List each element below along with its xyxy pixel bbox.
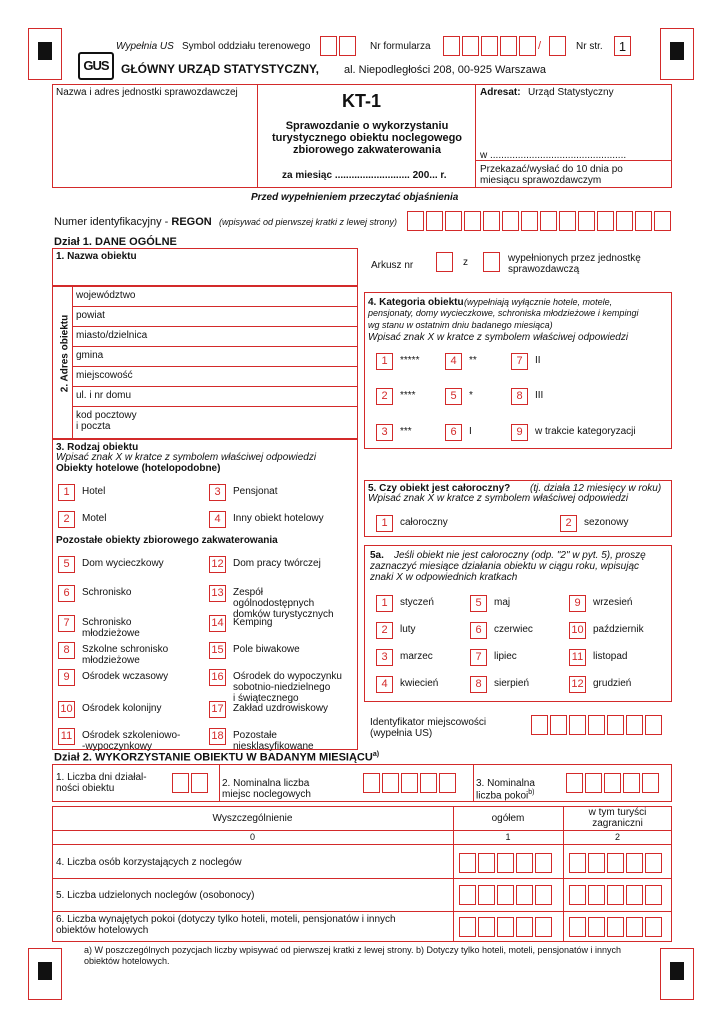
rooms-total-cell-4[interactable] — [516, 917, 533, 937]
address-field-input[interactable] — [160, 326, 356, 346]
month-option-label: grudzień — [593, 678, 632, 689]
q3-cell-2[interactable] — [585, 773, 602, 793]
office-symbol-cell-1[interactable] — [320, 36, 337, 56]
month-checkbox-5[interactable]: 5 — [470, 595, 487, 612]
nights-total-cell-5[interactable] — [535, 885, 552, 905]
category-option-label: * — [469, 390, 473, 401]
address-field-input[interactable] — [160, 366, 356, 386]
yearround-checkbox-2[interactable]: 2 — [560, 515, 577, 532]
regon-label: Numer identyfikacyjny - REGON — [54, 216, 212, 228]
form-no-slash: / — [538, 40, 542, 52]
locality-id-cell-5[interactable] — [607, 715, 624, 735]
address-vertical-label: 2. Adres obiektu — [59, 314, 71, 393]
q1-days-label: 1. Liczba dni działal- ności obiektu — [56, 772, 147, 794]
month-checkbox-11[interactable]: 11 — [569, 649, 586, 666]
unit-name-area[interactable] — [54, 100, 254, 186]
divider — [453, 806, 454, 942]
q2-cell-2[interactable] — [382, 773, 399, 793]
category-title: 4. Kategoria obiektu — [368, 297, 464, 308]
category-option-label: **** — [400, 390, 416, 401]
q2-cell-4[interactable] — [420, 773, 437, 793]
regon-cell-5[interactable] — [483, 211, 500, 231]
object-type-instruction: Wpisać znak X w kratce z symbolem właściwej odpowiedzi — [56, 452, 317, 463]
regon-cell-1[interactable] — [407, 211, 424, 231]
category-checkbox-3[interactable]: 3 — [376, 424, 393, 441]
q1-cell-2[interactable] — [191, 773, 208, 793]
regon-cell-12[interactable] — [616, 211, 633, 231]
category-checkbox-2[interactable]: 2 — [376, 388, 393, 405]
object-type-option-label: Ośrodek do wypoczynku sobotnio-niedzielnego i świątecznego — [233, 671, 342, 704]
month-option-label: styczeń — [400, 597, 434, 608]
object-type-checkbox-1[interactable]: 1 — [58, 484, 75, 501]
office-symbol-label: Symbol oddziału terenowego — [182, 41, 311, 52]
persons-total-cell-5[interactable] — [535, 853, 552, 873]
category-option-label: I — [469, 426, 472, 437]
alignment-marker-top-right — [670, 42, 684, 60]
object-name-label: 1. Nazwa obiektu — [56, 251, 137, 262]
address-field-label: ul. i nr domu — [76, 390, 132, 401]
category-option-label: w trakcie kategoryzacji — [535, 426, 636, 437]
divider — [72, 286, 73, 439]
address-field-label: powiat — [76, 310, 105, 321]
category-checkbox-8[interactable]: 8 — [511, 388, 528, 405]
month-checkbox-3[interactable]: 3 — [376, 649, 393, 666]
address-field-input[interactable] — [160, 306, 356, 326]
object-type-option-label: Hotel — [82, 486, 106, 497]
form-no-cell-3[interactable] — [481, 36, 498, 56]
object-type-option-label: Dom wycieczkowy — [82, 558, 164, 569]
rooms-total-cell-5[interactable] — [535, 917, 552, 937]
office-address: al. Niepodległości 208, 00-925 Warszawa — [344, 64, 546, 76]
object-type-option-label: Szkolne schronisko młodzieżowe — [82, 644, 169, 666]
object-type-option-label: Ośrodek szkoleniowo- -wypoczynkowy — [82, 730, 181, 752]
addressee-label: Adresat: — [480, 87, 521, 98]
sheet-no-label: Arkusz nr — [371, 260, 414, 271]
nights-foreign-cell-5[interactable] — [645, 885, 662, 905]
regon-cell-4[interactable] — [464, 211, 481, 231]
object-type-checkbox-4[interactable]: 4 — [209, 511, 226, 528]
category-option-label: ** — [469, 355, 477, 366]
locality-id-label: Identyfikator miejscowości (wypełnia US) — [370, 717, 487, 739]
object-type-title: 3. Rodzaj obiektu — [56, 442, 139, 453]
address-field-input[interactable] — [160, 346, 356, 366]
form-no-cell-5[interactable] — [519, 36, 536, 56]
yearround-note: (tj. działa 12 miesięcy w roku) — [530, 483, 662, 494]
form-no-cell-1[interactable] — [443, 36, 460, 56]
locality-id-cell-6[interactable] — [626, 715, 643, 735]
office-symbol-cell-2[interactable] — [339, 36, 356, 56]
locality-id-cell-4[interactable] — [588, 715, 605, 735]
alignment-marker-top-left — [38, 42, 52, 60]
object-type-option-label: Ośrodek wczasowy — [82, 671, 169, 682]
month-checkbox-9[interactable]: 9 — [569, 595, 586, 612]
q2-beds-label: 2. Nominalna liczba miejsc noclegowych — [222, 778, 311, 800]
regon-cell-10[interactable] — [578, 211, 595, 231]
category-option-label: III — [535, 390, 544, 401]
divider — [257, 84, 258, 188]
regon-cell-14[interactable] — [654, 211, 671, 231]
yearround-option-label: całoroczny — [400, 517, 448, 528]
rooms-total-cell-1[interactable] — [459, 917, 476, 937]
address-field-label: kod pocztowy i poczta — [76, 410, 137, 432]
object-type-option-label: Schronisko młodzieżowe — [82, 617, 140, 639]
page-no-label: Nr str. — [576, 41, 603, 52]
table-row-label-persons: 4. Liczba osób korzystających z noclegów — [56, 857, 242, 868]
regon-cell-3[interactable] — [445, 211, 462, 231]
month-option-label: marzec — [400, 651, 433, 662]
month-checkbox-2[interactable]: 2 — [376, 622, 393, 639]
read-instructions-note: Przed wypełnieniem przeczytać objaśnienia — [251, 192, 459, 203]
addressee-city-line: w ................................................. — [480, 150, 627, 161]
table-row-label-nights: 5. Liczba udzielonych noclegów (osobonocy) — [56, 890, 255, 901]
gus-logo: GUS — [78, 52, 114, 80]
object-type-option-label: Dom pracy twórczej — [233, 558, 321, 569]
month-option-label: luty — [400, 624, 416, 635]
category-option-label: ***** — [400, 355, 420, 366]
persons-foreign-cell-4[interactable] — [626, 853, 643, 873]
address-field-label: gmina — [76, 350, 104, 361]
address-field-label: województwo — [76, 290, 136, 301]
object-type-checkbox-17[interactable]: 17 — [209, 701, 226, 718]
form-no-suffix-cell[interactable] — [549, 36, 566, 56]
form-no-cell-2[interactable] — [462, 36, 479, 56]
unit-name-label: Nazwa i adres jednostki sprawozdawczej — [56, 87, 238, 98]
month-option-label: kwiecień — [400, 678, 439, 689]
object-type-option-label: Ośrodek kolonijny — [82, 703, 162, 714]
q1-cell-1[interactable] — [172, 773, 189, 793]
footnote: a) W poszczególnych pozycjach liczby wpisywać od pierwszej kratki z lewej strony. b) Dotyczy tylko hoteli, moteli, pensjonatów i innych obiektów hotelowych. — [84, 945, 622, 966]
form-code: KT-1 — [342, 91, 382, 111]
month-checkbox-10[interactable]: 10 — [569, 622, 586, 639]
month-option-label: sierpień — [494, 678, 530, 689]
locality-id-cell-3[interactable] — [569, 715, 586, 735]
month-line: za miesiąc ........................... 200... r. — [282, 170, 447, 181]
category-checkbox-6[interactable]: 6 — [445, 424, 462, 441]
alignment-marker-bottom-left — [38, 962, 52, 980]
nights-foreign-cell-4[interactable] — [626, 885, 643, 905]
other-objects-header: Pozostałe obiekty zbiorowego zakwaterowania — [56, 535, 278, 546]
persons-foreign-cell-2[interactable] — [588, 853, 605, 873]
persons-total-cell-1[interactable] — [459, 853, 476, 873]
object-type-checkbox-15[interactable]: 15 — [209, 642, 226, 659]
month-checkbox-8[interactable]: 8 — [470, 676, 487, 693]
table-col-header-description: Wyszczególnienie — [212, 813, 293, 824]
rooms-foreign-cell-3[interactable] — [607, 917, 624, 937]
sheet-filled-label: wypełnionych przez jednostkę sprawozdawczą — [508, 253, 641, 275]
month-checkbox-4[interactable]: 4 — [376, 676, 393, 693]
rooms-total-cell-3[interactable] — [497, 917, 514, 937]
section2-title: Dział 2. WYKORZYSTANIE OBIEKTU W BADANYM MIESIĄCU$^{a)}$ — [54, 751, 380, 764]
locality-id-cell-1[interactable] — [531, 715, 548, 735]
category-instruction: Wpisać znak X w kratce z symbolem właściwej odpowiedzi — [368, 332, 629, 343]
form-no-cell-4[interactable] — [500, 36, 517, 56]
category-option-label: *** — [400, 426, 412, 437]
object-type-checkbox-9[interactable]: 9 — [58, 669, 75, 686]
object-type-checkbox-7[interactable]: 7 — [58, 615, 75, 632]
category-checkbox-9[interactable]: 9 — [511, 424, 528, 441]
regon-cell-11[interactable] — [597, 211, 614, 231]
address-field-input[interactable] — [160, 386, 356, 406]
month-option-label: lipiec — [494, 651, 517, 662]
nights-foreign-cell-1[interactable] — [569, 885, 586, 905]
month-option-label: maj — [494, 597, 511, 608]
rooms-foreign-cell-2[interactable] — [588, 917, 605, 937]
category-checkbox-4[interactable]: 4 — [445, 353, 462, 370]
month-checkbox-7[interactable]: 7 — [470, 649, 487, 666]
rooms-foreign-cell-1[interactable] — [569, 917, 586, 937]
page-no-box: 1 — [614, 36, 631, 56]
form-no-label: Nr formularza — [370, 41, 431, 52]
q3-cell-1[interactable] — [566, 773, 583, 793]
yearround-option-label: sezonowy — [584, 517, 629, 528]
yearround-instruction: Wpisać znak X w kratce z symbolem właściwej odpowiedzi — [368, 493, 629, 504]
month-checkbox-12[interactable]: 12 — [569, 676, 586, 693]
month-checkbox-1[interactable]: 1 — [376, 595, 393, 612]
sheet-total-cell[interactable] — [483, 252, 500, 272]
table-col-header-foreign: w tym turyści zagraniczni — [588, 807, 647, 829]
addressee-value: Urząd Statystyczny — [528, 87, 614, 98]
divider — [52, 878, 672, 879]
nights-total-cell-3[interactable] — [497, 885, 514, 905]
q3-cell-3[interactable] — [604, 773, 621, 793]
divider — [475, 84, 476, 188]
divider — [52, 911, 672, 912]
sheet-of-label: z — [463, 257, 468, 268]
object-type-option-label: Inny obiekt hotelowy — [233, 513, 324, 524]
regon-cell-13[interactable] — [635, 211, 652, 231]
q2-cell-1[interactable] — [363, 773, 380, 793]
regon-cell-6[interactable] — [502, 211, 519, 231]
q3-cell-4[interactable] — [623, 773, 640, 793]
deadline-note: Przekazać/wysłać do 10 dnia po miesiącu sprawozdawczym — [480, 164, 623, 186]
month-option-label: październik — [593, 624, 644, 635]
report-title: Sprawozdanie o wykorzystaniu turystycznego obiektu noclegowego zbiorowego zakwaterowania — [271, 120, 463, 157]
table-index-1: 1 — [505, 832, 511, 842]
divider — [52, 830, 672, 831]
month-checkbox-6[interactable]: 6 — [470, 622, 487, 639]
divider — [219, 764, 220, 802]
object-type-option-label: Kemping — [233, 617, 273, 628]
month-option-label: czerwiec — [494, 624, 533, 635]
category-option-label: II — [535, 355, 541, 366]
q2-cell-5[interactable] — [439, 773, 456, 793]
table-index-2: 2 — [614, 832, 620, 842]
category-checkbox-1[interactable]: 1 — [376, 353, 393, 370]
object-type-checkbox-3[interactable]: 3 — [209, 484, 226, 501]
address-field-input[interactable] — [160, 286, 356, 306]
object-type-checkbox-10[interactable]: 10 — [58, 701, 75, 718]
q3-cell-5[interactable] — [642, 773, 659, 793]
address-field-label: miejscowość — [76, 370, 133, 381]
address-field-input[interactable] — [160, 406, 356, 438]
fill-us-label: Wypełnia US — [116, 41, 174, 52]
regon-cell-9[interactable] — [559, 211, 576, 231]
nights-total-cell-1[interactable] — [459, 885, 476, 905]
object-type-checkbox-12[interactable]: 12 — [209, 556, 226, 573]
section1-title: Dział 1. DANE OGÓLNE — [54, 236, 177, 248]
month-option-label: listopad — [593, 651, 628, 662]
table-row-label-rooms: 6. Liczba wynajętych pokoi (dotyczy tylko hoteli, moteli, pensjonatów i innych obiektów hotelowych — [56, 914, 396, 936]
category-checkbox-5[interactable]: 5 — [445, 388, 462, 405]
address-field-label: miasto/dzielnica — [76, 330, 148, 341]
object-type-option-label: Pozostałe niesklasyfikowane — [233, 730, 314, 752]
regon-cell-7[interactable] — [521, 211, 538, 231]
nights-total-cell-2[interactable] — [478, 885, 495, 905]
divider — [473, 764, 474, 802]
months-text: Jeśli obiekt nie jest całoroczny (odp. "2" w pyt. 5), proszę zaznaczyć miesiące działania obiektu w ciągu roku, wpisując znaki X w odpowiednich kratkach — [370, 550, 646, 583]
office-name: GŁÓWNY URZĄD STATYSTYCZNY, — [121, 62, 319, 76]
object-type-checkbox-14[interactable]: 14 — [209, 615, 226, 632]
object-type-checkbox-11[interactable]: 11 — [58, 728, 75, 745]
persons-foreign-cell-1[interactable] — [569, 853, 586, 873]
regon-hint: (wpisywać od pierwszej kratki z lewej strony) — [219, 217, 398, 227]
nights-foreign-cell-2[interactable] — [588, 885, 605, 905]
object-type-checkbox-18[interactable]: 18 — [209, 728, 226, 745]
nights-foreign-cell-3[interactable] — [607, 885, 624, 905]
month-option-label: wrzesień — [593, 597, 633, 608]
divider — [52, 844, 672, 845]
persons-foreign-cell-5[interactable] — [645, 853, 662, 873]
rooms-foreign-cell-4[interactable] — [626, 917, 643, 937]
months-title: 5a. — [370, 550, 384, 561]
object-type-option-label: Pole biwakowe — [233, 644, 300, 655]
table-col-header-total: ogółem — [491, 813, 525, 824]
rooms-total-cell-2[interactable] — [478, 917, 495, 937]
object-type-option-label: Zespół ogólnodostępnych domków turystycznych — [233, 587, 334, 620]
object-type-option-label: Motel — [82, 513, 107, 524]
object-type-checkbox-6[interactable]: 6 — [58, 585, 75, 602]
locality-id-cell-2[interactable] — [550, 715, 567, 735]
persons-total-cell-3[interactable] — [497, 853, 514, 873]
category-checkbox-7[interactable]: 7 — [511, 353, 528, 370]
q3-rooms-label: 3. Nominalna liczba pokoi$^{b)}$ — [476, 778, 535, 802]
nights-total-cell-4[interactable] — [516, 885, 533, 905]
object-type-checkbox-5[interactable]: 5 — [58, 556, 75, 573]
alignment-marker-bottom-right — [670, 962, 684, 980]
object-type-checkbox-16[interactable]: 16 — [209, 669, 226, 686]
object-type-option-label: Schronisko — [82, 587, 132, 598]
sheet-no-cell[interactable] — [436, 252, 453, 272]
category-note: (wypełniają wyłącznie hotele, motele, pensjonaty, domy wycieczkowe, schroniska młodzieżowe i kempingi wg stanu w ostatnim dniu badanego miesiąca) — [368, 297, 639, 330]
object-type-checkbox-8[interactable]: 8 — [58, 642, 75, 659]
yearround-checkbox-1[interactable]: 1 — [376, 515, 393, 532]
object-type-option-label: Pensjonat — [233, 486, 278, 497]
rooms-foreign-cell-5[interactable] — [645, 917, 662, 937]
hotel-objects-header: Obiekty hotelowe (hotelopodobne) — [56, 463, 221, 474]
yearround-title: 5. Czy obiekt jest całoroczny? — [368, 483, 511, 494]
regon-cell-2[interactable] — [426, 211, 443, 231]
object-type-checkbox-2[interactable]: 2 — [58, 511, 75, 528]
q2-cell-3[interactable] — [401, 773, 418, 793]
table-index-0: 0 — [249, 832, 255, 842]
regon-cell-8[interactable] — [540, 211, 557, 231]
object-type-checkbox-13[interactable]: 13 — [209, 585, 226, 602]
persons-foreign-cell-3[interactable] — [607, 853, 624, 873]
persons-total-cell-4[interactable] — [516, 853, 533, 873]
persons-total-cell-2[interactable] — [478, 853, 495, 873]
locality-id-cell-7[interactable] — [645, 715, 662, 735]
object-type-option-label: Zakład uzdrowiskowy — [233, 703, 329, 714]
